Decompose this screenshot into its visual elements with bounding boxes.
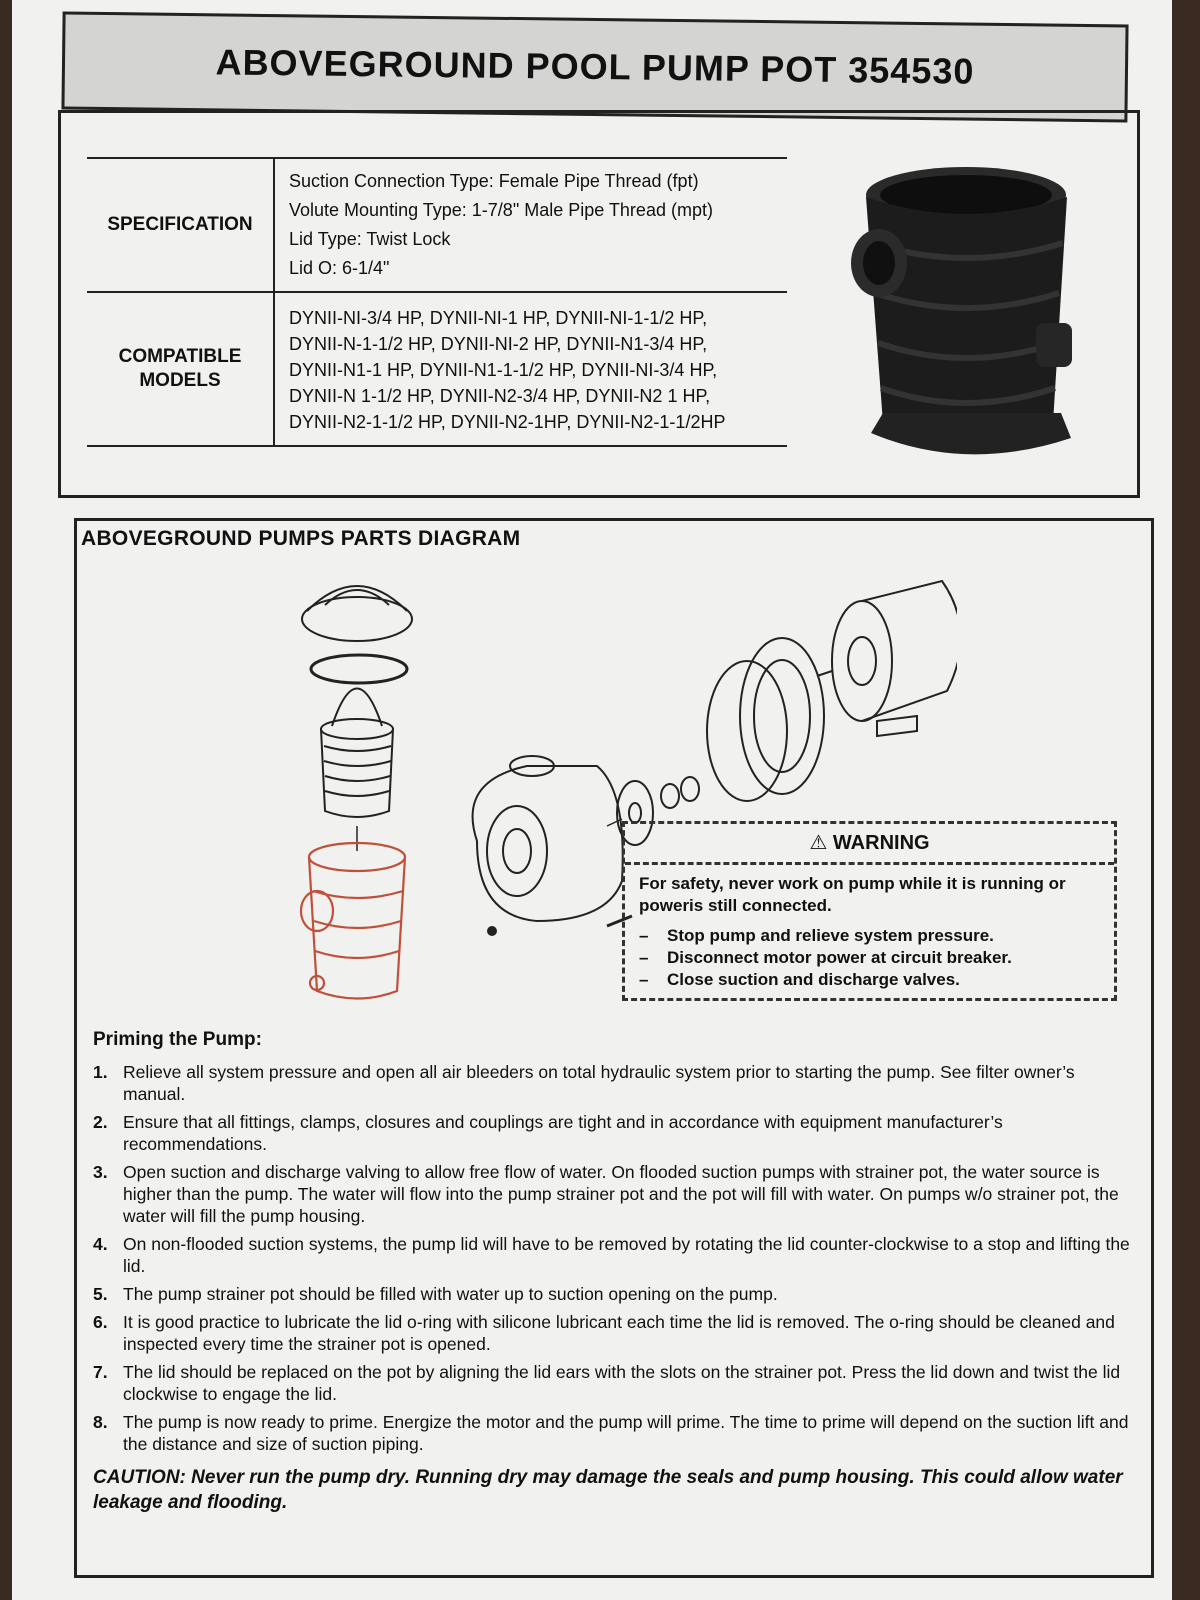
step-number: 1. [93,1062,108,1082]
spec-table [87,157,787,447]
step-text: The pump strainer pot should be filled with water up to suction opening on the pump. [123,1284,778,1304]
strainer-basket-part [321,689,393,818]
priming-step [93,1311,1133,1355]
volute-housing-part [473,756,623,921]
priming-title: Priming the Pump: [93,1029,262,1050]
step-number: 6. [93,1312,108,1332]
priming-step [93,1233,1133,1277]
drain-screw-part [487,926,497,936]
warning-item-text: Disconnect motor power at circuit breaker. [667,948,1012,967]
step-text: It is good practice to lubricate the lid o-ring with silicone lubricant each time the lid is removed. The o-ring should be cleaned and inspected every time the strainer pot is opened. [123,1312,1115,1354]
pump-pot-photo [831,153,1081,473]
priming-step [93,1411,1133,1455]
model-line: DYNII-NI-3/4 HP, DYNII-NI-1 HP, DYNII-NI-1-1/2 HP, [289,308,708,328]
step-text: Open suction and discharge valving to allow free flow of water. On flooded suction pumps with strainer pot, the water source is higher than the pump. The water will flow into the pump strainer pot and the pot will fill with water. On pumps w/o strainer pot, the water will fill the pump housing. [123,1162,1119,1226]
warning-title: WARNING [832,832,930,854]
specification-box [58,110,1140,498]
compatible-values [275,293,787,445]
step-text: Relieve all system pressure and open all air bleeders on total hydraulic system prior to starting the pump. See filter owner’s manual. [123,1062,1075,1104]
warning-icon: ⚠ [809,832,828,854]
spec-values [275,159,787,291]
page-title: ABOVEGROUND POOL PUMP POT 354530 [215,41,975,92]
diagram-heading: ABOVEGROUND PUMPS PARTS DIAGRAM [81,527,521,550]
priming-step [93,1111,1133,1155]
step-number: 5. [93,1284,108,1304]
step-number: 7. [93,1362,108,1382]
compatible-label-line: MODELS [139,370,221,391]
warning-item-text: Close suction and discharge valves. [667,970,960,989]
parts-diagram-box [74,518,1154,1578]
step-text: The pump is now ready to prime. Energize the motor and the pump will prime. The time to prime will depend on the suction lift and the distance and size of suction piping. [123,1412,1129,1454]
spec-line: Volute Mounting Type: 1-7/8" Male Pipe Thread (mpt) [289,200,713,220]
warning-item: – Close suction and discharge valves. [639,970,960,989]
title-bar [61,11,1128,122]
step-text: Ensure that all fittings, clamps, closures and couplings are tight and in accordance with equipment manufacturer’s recommendations. [123,1112,1003,1154]
warning-list [625,921,1114,991]
step-number: 2. [93,1112,108,1132]
spec-line: Lid O: 6-1/4" [289,258,390,278]
model-line: DYNII-N-1-1/2 HP, DYNII-NI-2 HP, DYNII-N1-3/4 HP, [289,334,708,354]
model-line: DYNII-N1-1 HP, DYNII-N1-1-1/2 HP, DYNII-NI-3/4 HP, [289,360,718,380]
strainer-pot-part [301,843,405,999]
step-number: 8. [93,1412,108,1432]
priming-section [93,1029,1133,1515]
warning-box [622,821,1117,1001]
priming-step [93,1361,1133,1405]
step-text: The lid should be replaced on the pot by aligning the lid ears with the slots on the strainer pot. Press the lid down and twist the lid clockwise to engage the lid. [123,1362,1121,1404]
seal-plate-part [707,638,824,801]
model-line: DYNII-N 1-1/2 HP, DYNII-N2-3/4 HP, DYNII-N2 1 HP, [289,386,711,406]
lid-part [302,586,412,641]
warning-intro: For safety, never work on pump while it is running or poweris still connected. [639,874,1066,915]
warning-item: – Disconnect motor power at circuit breaker. [639,948,1012,967]
spec-label: SPECIFICATION [87,159,275,291]
priming-step [93,1283,1133,1305]
priming-steps [93,1061,1133,1455]
warning-header [625,824,1114,865]
compatible-label-line: COMPATIBLE [118,346,242,367]
priming-step [93,1061,1133,1105]
step-number: 3. [93,1162,108,1182]
priming-step [93,1161,1133,1227]
compatible-label [87,293,275,445]
spec-row-compatible [87,291,787,447]
spec-line: Suction Connection Type: Female Pipe Thread (fpt) [289,171,699,191]
lid-oring-part [311,655,407,683]
warning-item-text: Stop pump and relieve system pressure. [667,926,994,945]
motor-part [817,581,957,736]
spec-row-specification [87,157,787,291]
caution-text: CAUTION: Never run the pump dry. Running dry may damage the seals and pump housing. This could allow water leakage and flooding. [93,1467,1123,1513]
model-line: DYNII-N2-1-1/2 HP, DYNII-N2-1HP, DYNII-N2-1-1/2HP [289,412,726,432]
step-number: 4. [93,1234,108,1254]
warning-item: – Stop pump and relieve system pressure. [639,926,994,945]
spec-line: Lid Type: Twist Lock [289,229,451,249]
step-text: On non-flooded suction systems, the pump lid will have to be removed by rotating the lid counter-clockwise to a stop and lifting the lid. [123,1234,1130,1276]
instruction-sheet [12,0,1172,1600]
